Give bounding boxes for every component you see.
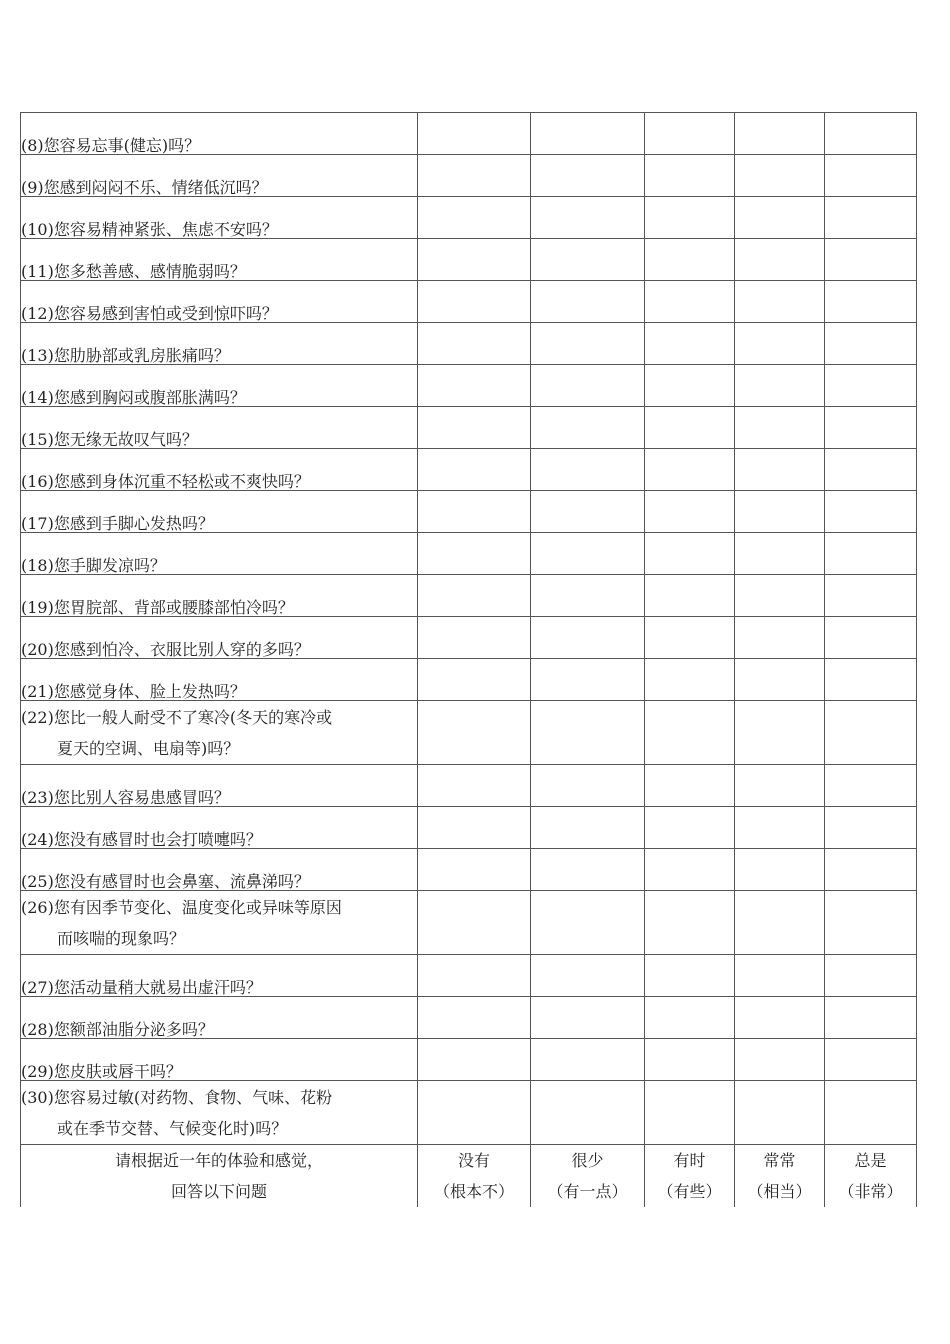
- answer-cell[interactable]: [645, 1039, 735, 1081]
- question-text: [21, 365, 418, 407]
- question-row: [21, 239, 917, 281]
- question-row: [21, 807, 917, 849]
- answer-cell[interactable]: [735, 155, 825, 197]
- answer-cell[interactable]: [735, 113, 825, 155]
- answer-cell[interactable]: [735, 891, 825, 955]
- answer-cell[interactable]: [825, 155, 917, 197]
- answer-cell[interactable]: [825, 239, 917, 281]
- answer-cell[interactable]: [645, 807, 735, 849]
- answer-cell[interactable]: [735, 1039, 825, 1081]
- answer-cell[interactable]: [825, 1081, 917, 1145]
- answer-cell[interactable]: [531, 955, 645, 997]
- answer-cell[interactable]: [531, 659, 645, 701]
- answer-cell[interactable]: [735, 491, 825, 533]
- answer-cell[interactable]: [418, 575, 531, 617]
- answer-cell[interactable]: [735, 1081, 825, 1145]
- question-row: [21, 765, 917, 807]
- header-prompt: [21, 1145, 418, 1208]
- question-line: (11)您多愁善感、感情脆弱吗？: [21, 262, 246, 281]
- question-line: (28)您额部油脂分泌多吗？: [21, 1020, 214, 1039]
- answer-cell[interactable]: [418, 807, 531, 849]
- answer-cell[interactable]: [418, 955, 531, 997]
- question-line: (21)您感觉身体、脸上发热吗？: [21, 682, 246, 701]
- answer-cell[interactable]: [825, 1039, 917, 1081]
- question-continuation: 而咳喘的现象吗？: [57, 928, 186, 948]
- answer-cell[interactable]: [645, 891, 735, 955]
- answer-cell[interactable]: [825, 997, 917, 1039]
- answer-cell[interactable]: [418, 323, 531, 365]
- answer-cell[interactable]: [825, 113, 917, 155]
- question-row: [21, 891, 917, 955]
- question-continuation: 夏天的空调、电扇等)吗？: [57, 738, 240, 758]
- header-option-often: [735, 1145, 825, 1208]
- answer-cell[interactable]: [531, 323, 645, 365]
- answer-cell[interactable]: [825, 955, 917, 997]
- header-prompt-line2: 回答以下问题: [170, 1182, 267, 1201]
- answer-cell[interactable]: [735, 807, 825, 849]
- header-row: [21, 1145, 917, 1208]
- question-row: [21, 533, 917, 575]
- question-line: (26)您有因季节变化、温度变化或异味等原因: [21, 897, 342, 917]
- answer-cell[interactable]: [735, 323, 825, 365]
- question-row: [21, 1081, 917, 1145]
- answer-cell[interactable]: [645, 765, 735, 807]
- question-row: [21, 617, 917, 659]
- answer-cell[interactable]: [825, 407, 917, 449]
- option-label: 总是: [854, 1151, 887, 1170]
- question-text: [21, 997, 418, 1039]
- option-sublabel: （根本不）: [433, 1182, 514, 1201]
- answer-cell[interactable]: [735, 239, 825, 281]
- question-continuation: 或在季节交替、气候变化时)吗？: [57, 1118, 288, 1138]
- answer-cell[interactable]: [825, 533, 917, 575]
- question-text: [21, 955, 418, 997]
- question-row: [21, 1039, 917, 1081]
- question-line: (14)您感到胸闷或腹部胀满吗？: [21, 388, 246, 407]
- answer-cell[interactable]: [735, 765, 825, 807]
- question-line: (16)您感到身体沉重不轻松或不爽快吗？: [21, 472, 310, 491]
- option-sublabel: （非常）: [838, 1182, 903, 1201]
- question-row: [21, 491, 917, 533]
- question-text: [21, 575, 418, 617]
- answer-cell[interactable]: [645, 365, 735, 407]
- answer-cell[interactable]: [825, 659, 917, 701]
- answer-cell[interactable]: [645, 533, 735, 575]
- answer-cell[interactable]: [531, 239, 645, 281]
- answer-cell[interactable]: [645, 155, 735, 197]
- answer-cell[interactable]: [418, 407, 531, 449]
- answer-cell[interactable]: [825, 281, 917, 323]
- answer-cell[interactable]: [531, 765, 645, 807]
- question-row: [21, 365, 917, 407]
- answer-cell[interactable]: [418, 491, 531, 533]
- question-row: [21, 197, 917, 239]
- answer-cell[interactable]: [645, 617, 735, 659]
- answer-cell[interactable]: [735, 849, 825, 891]
- answer-cell[interactable]: [418, 239, 531, 281]
- answer-cell[interactable]: [531, 891, 645, 955]
- question-line: (8)您容易忘事(健忘)吗？: [21, 136, 201, 155]
- answer-cell[interactable]: [531, 449, 645, 491]
- answer-cell[interactable]: [645, 849, 735, 891]
- answer-cell[interactable]: [825, 617, 917, 659]
- question-line: (30)您容易过敏(对药物、食物、气味、花粉: [21, 1087, 333, 1107]
- answer-cell[interactable]: [825, 575, 917, 617]
- answer-cell[interactable]: [825, 891, 917, 955]
- answer-cell[interactable]: [735, 701, 825, 765]
- answer-cell[interactable]: [418, 365, 531, 407]
- header-option-never: [418, 1145, 531, 1208]
- question-text: [21, 281, 418, 323]
- answer-cell[interactable]: [418, 113, 531, 155]
- answer-cell[interactable]: [418, 1039, 531, 1081]
- answer-cell[interactable]: [531, 113, 645, 155]
- question-text: [21, 533, 418, 575]
- question-text: [21, 765, 418, 807]
- answer-cell[interactable]: [531, 533, 645, 575]
- answer-cell[interactable]: [735, 997, 825, 1039]
- answer-cell[interactable]: [418, 659, 531, 701]
- question-line: (10)您容易精神紧张、焦虑不安吗？: [21, 220, 278, 239]
- option-sublabel: （有一点）: [547, 1182, 628, 1201]
- answer-cell[interactable]: [531, 807, 645, 849]
- answer-cell[interactable]: [418, 701, 531, 765]
- question-text: [21, 155, 418, 197]
- answer-cell[interactable]: [825, 197, 917, 239]
- answer-cell[interactable]: [418, 281, 531, 323]
- answer-cell[interactable]: [645, 659, 735, 701]
- answer-cell[interactable]: [531, 407, 645, 449]
- question-line: (17)您感到手脚心发热吗？: [21, 514, 214, 533]
- option-label: 常常: [763, 1151, 796, 1170]
- answer-cell[interactable]: [735, 955, 825, 997]
- question-text: [21, 113, 418, 155]
- question-row: [21, 997, 917, 1039]
- answer-cell[interactable]: [531, 197, 645, 239]
- question-row: [21, 449, 917, 491]
- answer-cell[interactable]: [645, 491, 735, 533]
- question-text: [21, 849, 418, 891]
- option-sublabel: （有些）: [657, 1182, 722, 1201]
- answer-cell[interactable]: [735, 659, 825, 701]
- answer-cell[interactable]: [531, 1081, 645, 1145]
- answer-cell[interactable]: [825, 849, 917, 891]
- question-text: [21, 239, 418, 281]
- answer-cell[interactable]: [645, 449, 735, 491]
- answer-cell[interactable]: [645, 1081, 735, 1145]
- question-line: (23)您比别人容易患感冒吗？: [21, 788, 230, 807]
- answer-cell[interactable]: [825, 491, 917, 533]
- answer-cell[interactable]: [418, 849, 531, 891]
- question-row: [21, 659, 917, 701]
- answer-cell[interactable]: [531, 997, 645, 1039]
- question-line: (9)您感到闷闷不乐、情绪低沉吗？: [21, 178, 268, 197]
- question-line: (22)您比一般人耐受不了寒冷(冬天的寒冷或: [21, 707, 333, 727]
- answer-cell[interactable]: [735, 281, 825, 323]
- answer-cell[interactable]: [418, 197, 531, 239]
- question-row: [21, 113, 917, 155]
- answer-cell[interactable]: [418, 155, 531, 197]
- question-row: [21, 849, 917, 891]
- answer-cell[interactable]: [531, 575, 645, 617]
- answer-cell[interactable]: [825, 323, 917, 365]
- question-line: (12)您容易感到害怕或受到惊吓吗？: [21, 304, 278, 323]
- answer-cell[interactable]: [645, 113, 735, 155]
- answer-cell[interactable]: [418, 997, 531, 1039]
- question-line: (25)您没有感冒时也会鼻塞、流鼻涕吗？: [21, 872, 310, 891]
- question-text: [21, 617, 418, 659]
- answer-cell[interactable]: [531, 155, 645, 197]
- answer-cell[interactable]: [418, 449, 531, 491]
- question-text: [21, 1081, 418, 1145]
- answer-cell[interactable]: [735, 575, 825, 617]
- answer-cell[interactable]: [735, 533, 825, 575]
- question-text: [21, 323, 418, 365]
- question-row: [21, 701, 917, 765]
- question-line: (15)您无缘无故叹气吗？: [21, 430, 198, 449]
- answer-cell[interactable]: [645, 239, 735, 281]
- question-text: [21, 491, 418, 533]
- answer-cell[interactable]: [735, 407, 825, 449]
- answer-cell[interactable]: [735, 197, 825, 239]
- answer-cell[interactable]: [825, 365, 917, 407]
- question-line: (24)您没有感冒时也会打喷嚏吗？: [21, 830, 262, 849]
- answer-cell[interactable]: [531, 1039, 645, 1081]
- answer-cell[interactable]: [825, 765, 917, 807]
- question-text: [21, 449, 418, 491]
- question-line: (13)您肋胁部或乳房胀痛吗？: [21, 346, 230, 365]
- answer-cell[interactable]: [645, 575, 735, 617]
- option-label: 没有: [457, 1151, 490, 1170]
- answer-cell[interactable]: [825, 807, 917, 849]
- question-text: [21, 1039, 418, 1081]
- answer-cell[interactable]: [418, 617, 531, 659]
- question-line: (29)您皮肤或唇干吗？: [21, 1062, 182, 1081]
- answer-cell[interactable]: [531, 281, 645, 323]
- answer-cell[interactable]: [531, 617, 645, 659]
- answer-cell[interactable]: [735, 449, 825, 491]
- option-label: 有时: [673, 1151, 706, 1170]
- question-row: [21, 155, 917, 197]
- question-line: (18)您手脚发凉吗？: [21, 556, 166, 575]
- header-option-sometimes: [645, 1145, 735, 1208]
- header-option-rarely: [531, 1145, 645, 1208]
- question-row: [21, 575, 917, 617]
- answer-cell[interactable]: [645, 323, 735, 365]
- question-line: (19)您胃脘部、背部或腰膝部怕冷吗？: [21, 598, 294, 617]
- question-row: [21, 323, 917, 365]
- answer-cell[interactable]: [645, 997, 735, 1039]
- question-text: [21, 407, 418, 449]
- question-row: [21, 955, 917, 997]
- answer-cell[interactable]: [531, 365, 645, 407]
- answer-cell[interactable]: [645, 955, 735, 997]
- answer-cell[interactable]: [531, 491, 645, 533]
- question-text: [21, 891, 418, 955]
- answer-cell[interactable]: [531, 701, 645, 765]
- answer-cell[interactable]: [645, 701, 735, 765]
- question-text: [21, 807, 418, 849]
- answer-cell[interactable]: [418, 533, 531, 575]
- answer-cell[interactable]: [645, 281, 735, 323]
- question-row: [21, 407, 917, 449]
- answer-cell[interactable]: [531, 849, 645, 891]
- option-label: 很少: [571, 1151, 604, 1170]
- answer-cell[interactable]: [825, 449, 917, 491]
- question-text: [21, 701, 418, 765]
- question-line: (27)您活动量稍大就易出虚汗吗？: [21, 978, 262, 997]
- answer-cell[interactable]: [418, 765, 531, 807]
- questionnaire-table: [20, 112, 917, 1207]
- answer-cell[interactable]: [645, 407, 735, 449]
- question-text: [21, 659, 418, 701]
- question-row: [21, 281, 917, 323]
- header-prompt-line1: 请根据近一年的体验和感觉，: [114, 1151, 323, 1170]
- question-text: [21, 197, 418, 239]
- header-option-always: [825, 1145, 917, 1208]
- answer-cell[interactable]: [418, 891, 531, 955]
- answer-cell[interactable]: [735, 617, 825, 659]
- answer-cell[interactable]: [825, 701, 917, 765]
- option-sublabel: （相当）: [747, 1182, 812, 1201]
- answer-cell[interactable]: [418, 1081, 531, 1145]
- answer-cell[interactable]: [645, 197, 735, 239]
- answer-cell[interactable]: [735, 365, 825, 407]
- question-line: (20)您感到怕冷、衣服比别人穿的多吗？: [21, 640, 310, 659]
